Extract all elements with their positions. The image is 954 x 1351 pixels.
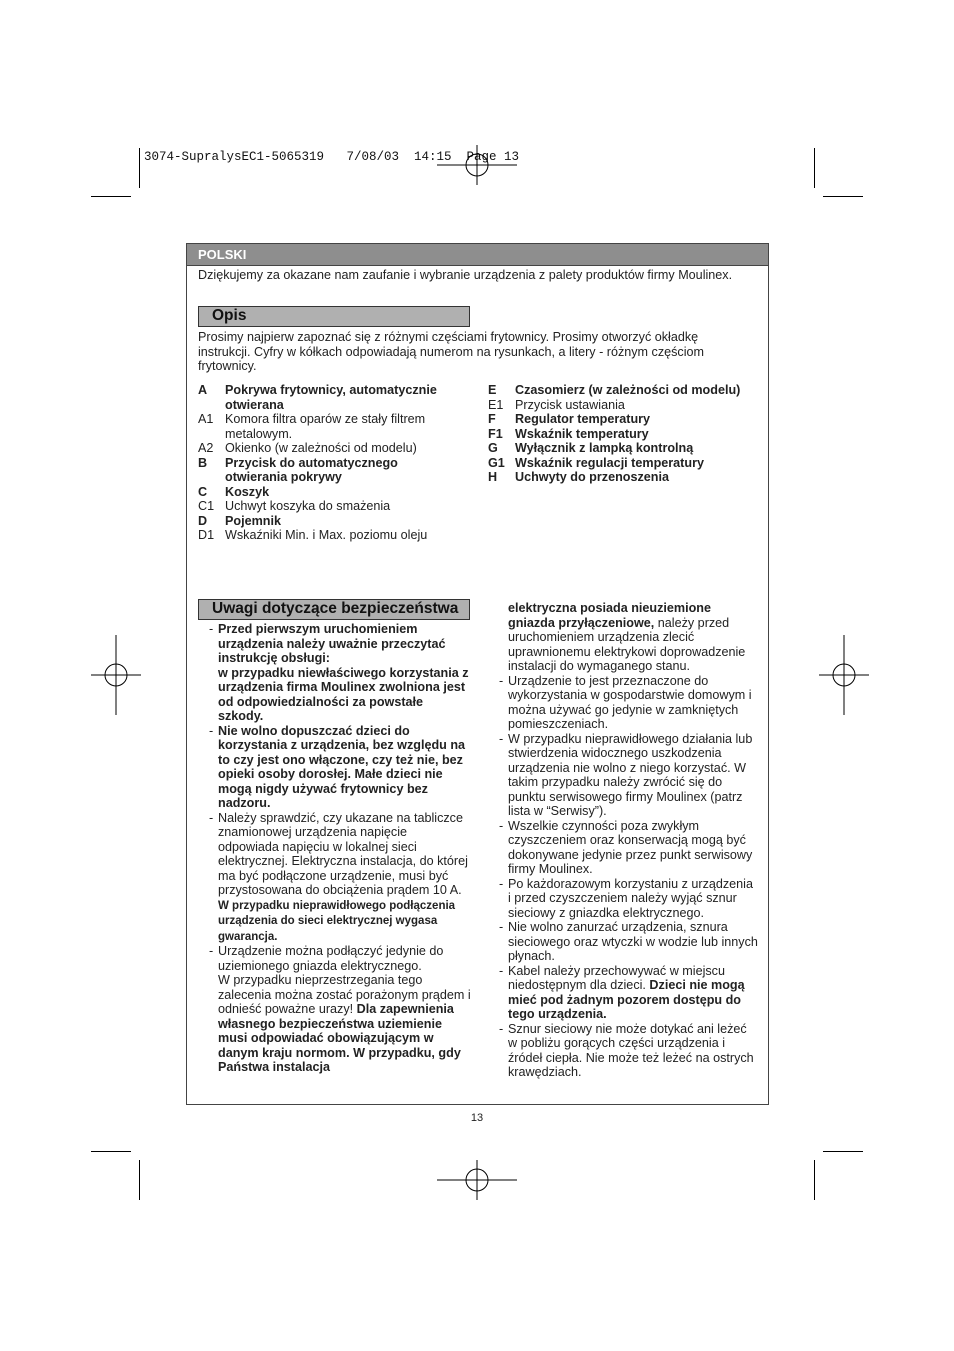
- part-label: Wskaźnik temperatury: [515, 426, 649, 441]
- safety-item: - Sznur sieciowy nie może dotykać ani leżeć w pobliżu gorących części urządzenia i źródeł ciepła. Nie może też leżeć na ostrych krawędziach.: [499, 1021, 754, 1079]
- crop-mark: [139, 1160, 140, 1200]
- crop-mark: [91, 1151, 131, 1152]
- safety-item: elektryczna posiada nieuziemione gniazda przyłączeniowe, należy przed uruchomieniem urządzenia zlecić uprawnionemu elektrykowi doprowadzenie instalacji do wymaganego stanu.: [508, 601, 746, 673]
- part-code: E: [488, 383, 497, 397]
- safety-item: - Nie wolno zanurzać urządzenia, sznura sieciowego oraz wtyczki w wodzie lub innych płynach.: [499, 920, 758, 963]
- part-label: Wskaźniki Min. i Max. poziomu oleju: [225, 528, 428, 542]
- part-item: [198, 514, 460, 529]
- part-item: [488, 398, 763, 413]
- safety-column-right: [499, 601, 759, 1080]
- registration-mark-bottom: [437, 1160, 517, 1200]
- part-item: [488, 412, 763, 427]
- page-number: 13: [470, 1112, 484, 1124]
- part-label: Okienko (w zależności od modelu): [225, 441, 417, 455]
- part-item: [198, 499, 460, 514]
- part-label: Wyłącznik z lampką kontrolną: [515, 441, 694, 455]
- language-bar: POLSKI: [187, 244, 768, 266]
- part-code: G: [488, 441, 498, 455]
- part-label: Pokrywa frytownicy, automatycznie otwierana: [225, 383, 437, 412]
- part-item: [488, 383, 763, 398]
- crop-mark: [823, 196, 863, 197]
- safety-item: - Wszelkie czynności poza zwykłym czyszczeniem oraz konserwacją mogą być dokonywane jedynie przez punkt serwisowy firmy Moulinex.: [499, 818, 753, 876]
- part-item: [488, 470, 763, 485]
- part-label: Przycisk do automatycznego otwierania pokrywy: [225, 455, 398, 484]
- parts-list-right: [488, 383, 763, 485]
- safety-item: - Kabel należy przechowywać w miejscu niedostępnym dla dzieci. Dzieci nie mogą mieć pod żadnym pozorem dostępu do tego urządzenia.: [499, 963, 745, 1021]
- safety-column-left: [209, 622, 471, 1075]
- part-code: A2: [198, 441, 214, 455]
- content-frame: [186, 243, 769, 1105]
- part-label: Komora filtra oparów ze stały filtrem metalowym.: [225, 412, 426, 441]
- part-code: C1: [198, 499, 215, 513]
- part-item: [198, 485, 460, 500]
- part-code: F1: [488, 426, 503, 441]
- part-item: [488, 456, 763, 471]
- part-label: Regulator temperatury: [515, 412, 651, 426]
- part-code: G1: [488, 455, 505, 470]
- crop-mark: [814, 1160, 815, 1200]
- safety-item: - Przed pierwszym uruchomieniem urządzenia należy uważnie przeczytać instrukcję obsługi: w przypadku niewłaściwego korzystania z urządzenia firma Moulinex zwolniona jest od odpowiedzialności za powstałe szkody.: [209, 622, 469, 723]
- part-label: Pojemnik: [225, 513, 281, 528]
- part-item: [488, 427, 763, 442]
- part-code: C: [198, 484, 208, 499]
- part-label: Czasomierz (w zależności od modelu): [515, 383, 741, 397]
- print-header: 3074-SupralysEC1-5065319 7/08/03 14:15 Page 13: [144, 150, 520, 164]
- part-item: [198, 383, 460, 412]
- part-label: Wskaźnik regulacji temperatury: [515, 455, 704, 470]
- safety-item: - Urządzenie to jest przeznaczone do wykorzystania w gospodarstwie domowym i można używać go jedynie w zamkniętych pomieszczeniach.: [499, 673, 752, 731]
- part-code: H: [488, 470, 498, 484]
- registration-mark-left: [91, 635, 141, 715]
- part-item: [488, 441, 763, 456]
- part-code: A1: [198, 412, 214, 426]
- crop-mark: [823, 1151, 863, 1152]
- intro-text: Dziękujemy za okazane nam zaufanie i wybranie urządzenia z palety produktów firmy Moulinex.: [198, 268, 733, 282]
- crop-mark: [91, 196, 131, 197]
- part-code: E1: [488, 397, 504, 412]
- section-title-description: Opis: [198, 306, 470, 327]
- crop-mark: [814, 148, 815, 188]
- part-code: A: [198, 383, 208, 397]
- registration-mark-right: [819, 635, 869, 715]
- safety-item: - W przypadku nieprawidłowego działania lub stwierdzenia widocznego uszkodzenia urządzenia nie wolno z niego korzystać. W takim przypadku należy zwrócić się do punktu serwisowego firmy Moulinex (patrz lista w “Serwisy”).: [499, 731, 753, 818]
- part-item: [198, 412, 460, 441]
- description-text: Prosimy najpierw zapoznać się z różnymi częściami frytownicy. Prosimy otworzyć okładkę instrukcji. Cyfry w kółkach odpowiadają numerom na rysunkach, a litery - różnym częściom frytownicy.: [198, 330, 705, 373]
- part-code: B: [198, 455, 208, 470]
- safety-item: - Urządzenie można podłączyć jedynie do uziemionego gniazda elektrycznego. W przypadku nieprzestrzegania tego zalecenia można zostać porażonym prądem i odnieść poważne urazy! Dla zapewnienia własnego bezpieczeństwa uziemienie musi odpowiadać obowiązującym w danym kraju normom. W przypadku, gdy Państwa instalacja: [209, 944, 471, 1074]
- safety-item: - Należy sprawdzić, czy ukazane na tabliczce znamionowej urządzenia napięcie odpowiada napięciu w lokalnej sieci elektrycznej. Elektryczna instalacja, do której ma być podłączone urządzenie, musi być przystosowana do obciążenia prądem 10 A. W przypadku nieprawidłowego podłączenia urządzenia do sieci elektrycznej wygasa gwarancja.: [209, 810, 468, 943]
- parts-list-left: [198, 383, 460, 543]
- part-label: Koszyk: [225, 484, 270, 499]
- safety-item: - Po każdorazowym korzystaniu z urządzenia i przed czyszczeniem należy wyjąć sznur sieciowy z gniazdka elektrycznego.: [499, 876, 753, 920]
- part-item: [198, 528, 460, 543]
- part-code: D1: [198, 528, 215, 542]
- part-item: [198, 456, 460, 485]
- crop-mark: [139, 148, 140, 188]
- part-code: D: [198, 513, 208, 528]
- part-code: F: [488, 412, 496, 426]
- part-label: Uchwyty do przenoszenia: [515, 470, 669, 484]
- registration-mark-top: [437, 145, 517, 185]
- part-label: Przycisk ustawiania: [515, 397, 625, 412]
- safety-item: - Nie wolno dopuszczać dzieci do korzystania z urządzenia, bez względu na to czy jest ono włączone, czy też nie, bez opieki osoby dorosłej. Małe dzieci nie mogą nigdy używać frytownicy bez nadzoru.: [209, 723, 466, 810]
- part-item: [198, 441, 460, 456]
- part-label: Uchwyt koszyka do smażenia: [225, 499, 391, 513]
- section-title-safety: Uwagi dotyczące bezpieczeństwa: [198, 599, 470, 620]
